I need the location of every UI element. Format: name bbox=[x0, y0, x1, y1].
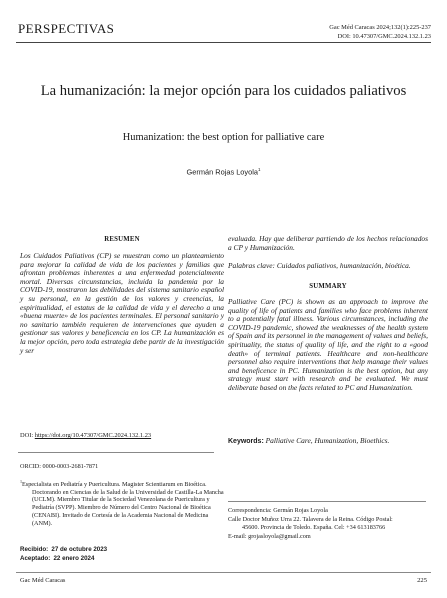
received-date: 27 de octubre 2023 bbox=[51, 546, 108, 553]
affiliation-mark: 1 bbox=[20, 479, 22, 484]
accepted-date: 22 enero 2024 bbox=[53, 554, 95, 562]
correspondence-rule bbox=[228, 501, 426, 502]
accepted-label: Aceptado: bbox=[20, 554, 51, 562]
summary-heading: SUMMARY bbox=[309, 283, 347, 290]
article-title-spanish: La humanización: la mejor opción para los cuidados paliativos bbox=[40, 83, 407, 99]
affiliation-text bbox=[20, 478, 224, 527]
doi-link[interactable]: https://doi.org/10.47307/GMC.2024.132.1.23 bbox=[34, 432, 152, 439]
affiliation-note bbox=[20, 478, 224, 527]
affiliation-line-1: Especialista en Pediatría y Puericultura. Magister Scientiarum bbox=[22, 481, 176, 489]
received-label: Recibido: bbox=[20, 546, 49, 553]
journal-citation: Gac Méd Caracas 2024;132(1):225-237 bbox=[329, 24, 431, 31]
correspondence-line-3: 45600. Provincia de Toledo. España. Cel: +34 613183766 bbox=[242, 524, 386, 532]
received-line bbox=[20, 546, 224, 555]
keywords-line bbox=[228, 437, 428, 447]
orcid-line: ORCID: 0000-0003-2681-7871 bbox=[20, 463, 99, 470]
resumen-heading: RESUMEN bbox=[104, 236, 140, 243]
correspondence-email: E-mail: grojasloyola@gmail.com bbox=[228, 532, 311, 540]
correspondence-block bbox=[228, 507, 428, 541]
footer-journal: Gac Méd Caracas bbox=[20, 577, 66, 584]
footer-rule bbox=[16, 572, 431, 573]
keywords-values: Palliative Care, Humanization, Bioethics. bbox=[265, 436, 390, 445]
correspondence-line-1: Correspondencia: Germán Rojas Loyola bbox=[228, 507, 328, 514]
resumen-continuation: evaluada. Hay que deliberar partiendo de los hechos relacionados a CP y Humanización. bbox=[228, 234, 428, 252]
author-name: Germán Rojas Loyola bbox=[186, 167, 258, 177]
resumen-body: Los Cuidados Paliativos (CP) se muestran como un planteamiento para mejorar la calidad de vida de los pacientes y familias que afrontan problemas inherentes a una enfermedad potencialmente mortal. Diversas circunstancias, incluida la pandemia por la COVID-19, mostraron las debilidades del sistema sanitario español y su personal, en la gestión de los valores y creencias, la espiritualidad, el estatus de la calidad de vida y el derecho a una «buena muerte» de los pacientes terminales. El personal sanitario y no sanitario también requieren de intervenciones que ayuden a gestionar sus valores y beneficencia en los CP. La humanización es la mejor opción, pero toda estrategia debe partir de la investigación y ser bbox=[20, 251, 224, 355]
section-label: PERSPECTIVAS bbox=[18, 21, 115, 36]
doi-label: DOI: bbox=[20, 432, 34, 439]
doi-rule bbox=[18, 452, 214, 453]
author-affiliation-mark: 1 bbox=[257, 167, 261, 172]
page-number: 225 bbox=[417, 577, 427, 584]
accepted-line bbox=[20, 555, 224, 564]
keywords-label: Keywords: bbox=[228, 438, 264, 445]
article-title-english: Humanization: the best option for palliative care bbox=[122, 132, 325, 143]
affiliation-line-2: en Bioética. Doctorando en Ciencias de la Salud de la Universidad de Castilla-La Mancha (UCLM). Miembro Titular de la Sociedad Venezolana de Puericultura y Pediatría (SVPP). Miembro de Número del Centro Nacional de Bioética (CENABI). Invitado de Cortesía de la Academia Nacional de Medicina (ANM). bbox=[32, 481, 224, 527]
correspondence-line-2: Calle Doctor Muñoz Urra 22. Talavera de la Reina. Código Postal: bbox=[228, 515, 393, 523]
palabras-clave: Palabras clave: Cuidados paliativos, humanización, bioética. bbox=[228, 261, 411, 270]
author-line bbox=[40, 167, 407, 176]
journal-doi: DOI: 10.47307/GMC.2024.132.1.23 bbox=[337, 32, 431, 40]
journal-reference bbox=[251, 24, 431, 41]
doi-line bbox=[20, 432, 224, 439]
header-rule bbox=[16, 42, 431, 43]
summary-body: Palliative Care (PC) is shown as an approach to improve the quality of life of patients and families who face problems inherent to a potentially fatal illness. Various circumstances, including the COVID-19 pandemic, showed the weaknesses of the health system of Spain and its personnel in the management of values and beliefs, spirituality, the status of quality of life, and the right to a «good death» of terminal patients. Healthcare and non-healthcare personnel also require interventions that help manage their values and beneficence in PC. Humanization is the best option, but any strategy must start with research and be evaluated. We must deliberate based on the facts related to PC and Humanization. bbox=[228, 297, 428, 392]
dates-block bbox=[20, 546, 224, 563]
